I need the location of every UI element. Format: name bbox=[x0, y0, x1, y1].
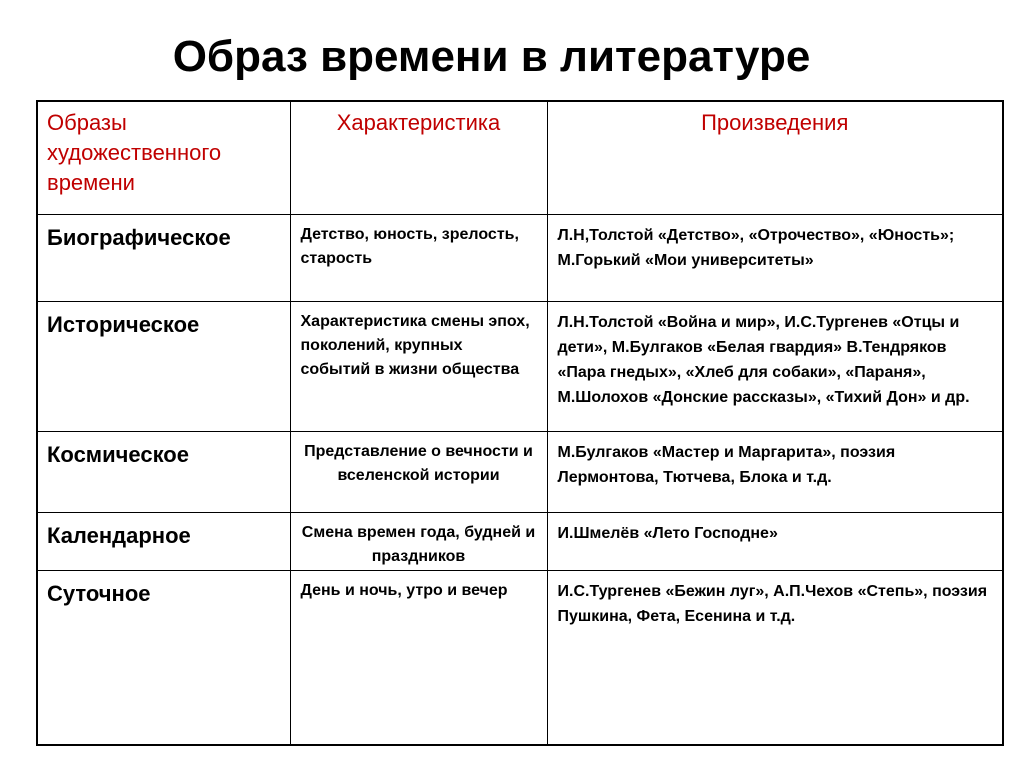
slide-title: Образ времени в литературе bbox=[172, 32, 811, 81]
row-characteristic: Представление о вечности и вселенской истории bbox=[290, 431, 547, 512]
row-characteristic: Смена времен года, будней и праздников bbox=[290, 512, 547, 570]
row-type: Календарное bbox=[37, 512, 290, 570]
works-line: Л.Н,Толстой «Детство», «Отрочество», «Юность»; bbox=[557, 226, 955, 244]
table-header-row bbox=[37, 101, 1003, 214]
literature-time-table bbox=[36, 100, 1004, 746]
works-line: И.Шмелёв «Лето Господне» bbox=[557, 524, 778, 542]
row-works bbox=[547, 570, 1003, 745]
row-type: Биографическое bbox=[37, 214, 290, 301]
table-row bbox=[37, 214, 1003, 301]
works-line: М.Булгаков «Мастер и Маргарита», поэзия Лермонтова, Тютчева, Блока и т.д. bbox=[557, 443, 896, 486]
header-images: Образы художественного времени bbox=[37, 101, 290, 214]
row-type: Космическое bbox=[37, 431, 290, 512]
works-line: И.С.Тургенев «Бежин луг», А.П.Чехов «Степь», поэзия Пушкина, Фета, Есенина и т.д. bbox=[557, 582, 988, 625]
table-row bbox=[37, 512, 1003, 570]
row-characteristic: Характеристика смены эпох, поколений, крупных событий в жизни общества bbox=[290, 301, 547, 431]
table-row bbox=[37, 301, 1003, 431]
row-characteristic: День и ночь, утро и вечер bbox=[290, 570, 547, 745]
table-row bbox=[37, 431, 1003, 512]
header-works: Произведения bbox=[547, 101, 1003, 214]
table-row bbox=[37, 570, 1003, 745]
row-works bbox=[547, 301, 1003, 431]
row-type: Историческое bbox=[37, 301, 290, 431]
header-characteristic: Характеристика bbox=[290, 101, 547, 214]
row-type: Суточное bbox=[37, 570, 290, 745]
works-line: М.Горький «Мои университеты» bbox=[557, 251, 814, 269]
works-line: Л.Н.Толстой «Война и мир», И.С.Тургенев «Отцы и дети», М.Булгаков «Белая гвардия» В.Тендряков «Пара гнедых», «Хлеб для собаки», «Параня», М.Шолохов «Донские рассказы», «Тихий Дон» и др. bbox=[557, 313, 970, 406]
row-works bbox=[547, 512, 1003, 570]
row-works bbox=[547, 214, 1003, 301]
row-works bbox=[547, 431, 1003, 512]
row-characteristic: Детство, юность, зрелость, старость bbox=[290, 214, 547, 301]
